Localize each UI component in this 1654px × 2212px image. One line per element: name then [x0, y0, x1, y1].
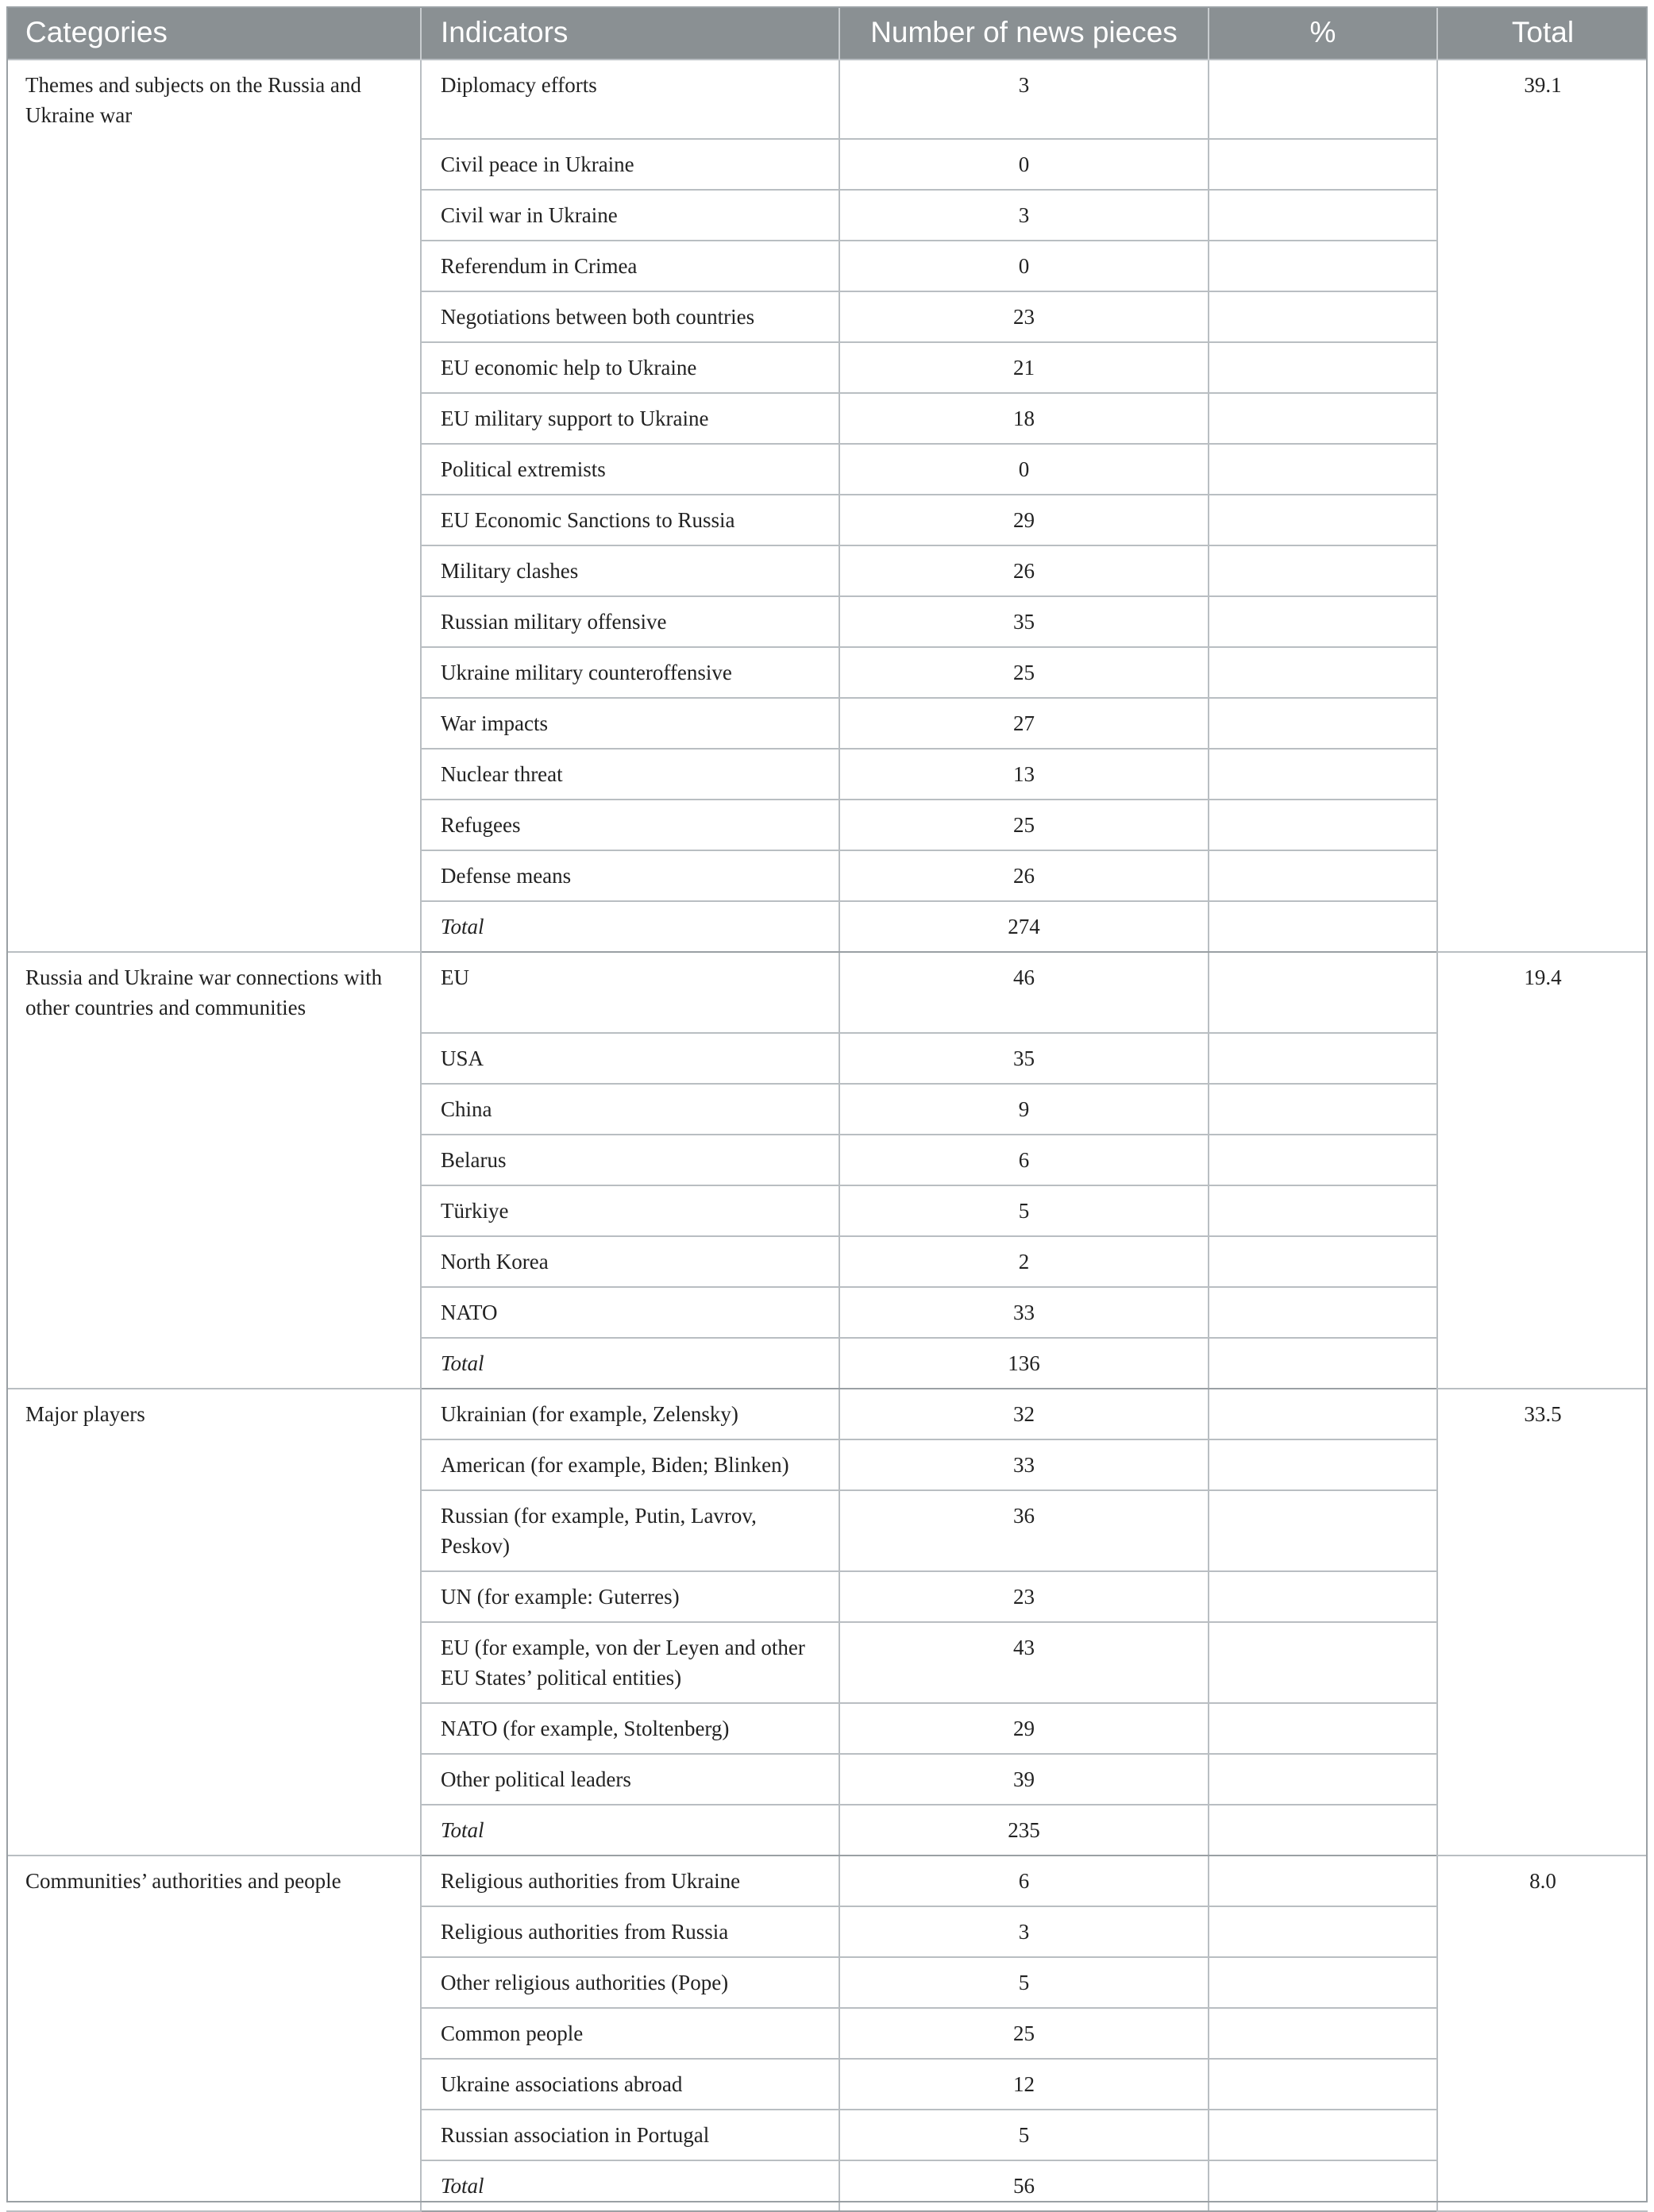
news-count-cell: 0 — [839, 139, 1209, 190]
indicator-cell: NATO — [421, 1287, 839, 1338]
news-count-cell: 21 — [839, 342, 1209, 393]
news-count-cell: 33 — [839, 1287, 1209, 1338]
news-count-cell: 0 — [839, 241, 1209, 291]
news-count-cell: 43 — [839, 1622, 1209, 1703]
news-count-cell: 0 — [839, 444, 1209, 495]
news-count-cell: 23 — [839, 1571, 1209, 1622]
indicator-cell: Diplomacy efforts — [421, 60, 839, 139]
group-total-cell: 33.5 — [1437, 1389, 1648, 1856]
indicator-cell: North Korea — [421, 1236, 839, 1287]
news-count-cell: 5 — [839, 1185, 1209, 1236]
news-count-cell: 5 — [839, 2110, 1209, 2160]
news-count-cell: 2 — [839, 1236, 1209, 1287]
indicator-cell: War impacts — [421, 698, 839, 749]
header-percent: % — [1209, 6, 1437, 60]
group-total-cell: 19.4 — [1437, 952, 1648, 1389]
indicator-cell: Nuclear threat — [421, 749, 839, 800]
indicator-cell: Civil peace in Ukraine — [421, 139, 839, 190]
news-count-cell: 27 — [839, 698, 1209, 749]
news-count-cell: 13 — [839, 749, 1209, 800]
indicator-cell: American (for example, Biden; Blinken) — [421, 1439, 839, 1490]
indicator-cell: Other religious authorities (Pope) — [421, 1957, 839, 2008]
indicator-cell: Religious authorities from Russia — [421, 1906, 839, 1957]
category-cell: Themes and subjects on the Russia and Ukraine war — [6, 60, 421, 952]
indicator-cell: Türkiye — [421, 1185, 839, 1236]
indicator-cell: Military clashes — [421, 545, 839, 596]
subtotal-value: 56 — [839, 2160, 1209, 2211]
indicator-cell: Refugees — [421, 800, 839, 850]
news-count-cell: 26 — [839, 545, 1209, 596]
indicator-cell: USA — [421, 1033, 839, 1084]
group-total-cell: 8.0 — [1437, 1856, 1648, 2211]
indicator-cell: Ukraine military counteroffensive — [421, 647, 839, 698]
indicator-cell: Defense means — [421, 850, 839, 901]
news-count-cell: 6 — [839, 1856, 1209, 1906]
news-count-cell: 46 — [839, 952, 1209, 1033]
news-count-cell: 25 — [839, 800, 1209, 850]
news-count-cell: 35 — [839, 1033, 1209, 1084]
news-count-cell: 18 — [839, 393, 1209, 444]
news-count-cell: 3 — [839, 190, 1209, 241]
news-count-cell: 3 — [839, 60, 1209, 139]
header-categories: Categories — [6, 6, 421, 60]
subtotal-label: Total — [421, 1338, 839, 1389]
indicator-cell: China — [421, 1084, 839, 1135]
header-news-pieces: Number of news pieces — [839, 6, 1209, 60]
indicator-cell: Civil war in Ukraine — [421, 190, 839, 241]
news-count-cell: 36 — [839, 1490, 1209, 1571]
news-count-cell: 33 — [839, 1439, 1209, 1490]
indicator-cell: EU military support to Ukraine — [421, 393, 839, 444]
news-count-cell: 5 — [839, 1957, 1209, 2008]
indicator-cell: EU (for example, von der Leyen and other EU States’ political entities) — [421, 1622, 839, 1703]
news-count-cell: 35 — [839, 596, 1209, 647]
group-total-cell: 39.1 — [1437, 60, 1648, 952]
news-count-cell: 23 — [839, 291, 1209, 342]
indicator-cell: EU Economic Sanctions to Russia — [421, 495, 839, 545]
news-count-cell: 3 — [839, 1906, 1209, 1957]
indicator-cell: Other political leaders — [421, 1754, 839, 1805]
indicator-cell: NATO (for example, Stoltenberg) — [421, 1703, 839, 1754]
indicator-cell: EU economic help to Ukraine — [421, 342, 839, 393]
news-count-cell: 39 — [839, 1754, 1209, 1805]
header-indicators: Indicators — [421, 6, 839, 60]
news-count-cell: 25 — [839, 2008, 1209, 2059]
table-frame — [6, 6, 1648, 2202]
news-count-cell: 9 — [839, 1084, 1209, 1135]
category-cell: Communities’ authorities and people — [6, 1856, 421, 2211]
indicator-cell: Religious authorities from Ukraine — [421, 1856, 839, 1906]
news-count-cell: 29 — [839, 495, 1209, 545]
subtotal-value: 235 — [839, 1805, 1209, 1856]
indicator-cell: Russian military offensive — [421, 596, 839, 647]
indicator-cell: Russian association in Portugal — [421, 2110, 839, 2160]
subtotal-value: 136 — [839, 1338, 1209, 1389]
subtotal-label: Total — [421, 2160, 839, 2211]
news-count-cell: 26 — [839, 850, 1209, 901]
subtotal-value: 274 — [839, 901, 1209, 952]
header-total: Total — [1437, 6, 1648, 60]
news-count-cell: 12 — [839, 2059, 1209, 2110]
category-cell: Major players — [6, 1389, 421, 1856]
indicator-cell: Ukraine associations abroad — [421, 2059, 839, 2110]
subtotal-label: Total — [421, 1805, 839, 1856]
subtotal-label: Total — [421, 901, 839, 952]
news-count-cell: 25 — [839, 647, 1209, 698]
category-cell: Russia and Ukraine war connections with other countries and communities — [6, 952, 421, 1389]
indicator-cell: Russian (for example, Putin, Lavrov, Peskov) — [421, 1490, 839, 1571]
indicator-cell: Negotiations between both countries — [421, 291, 839, 342]
news-count-cell: 29 — [839, 1703, 1209, 1754]
indicator-cell: Common people — [421, 2008, 839, 2059]
indicator-cell: Belarus — [421, 1135, 839, 1185]
indicator-cell: Ukrainian (for example, Zelensky) — [421, 1389, 839, 1439]
indicator-cell: EU — [421, 952, 839, 1033]
news-count-cell: 32 — [839, 1389, 1209, 1439]
news-count-cell: 6 — [839, 1135, 1209, 1185]
indicator-cell: Political extremists — [421, 444, 839, 495]
indicator-cell: UN (for example: Guterres) — [421, 1571, 839, 1622]
indicator-cell: Referendum in Crimea — [421, 241, 839, 291]
